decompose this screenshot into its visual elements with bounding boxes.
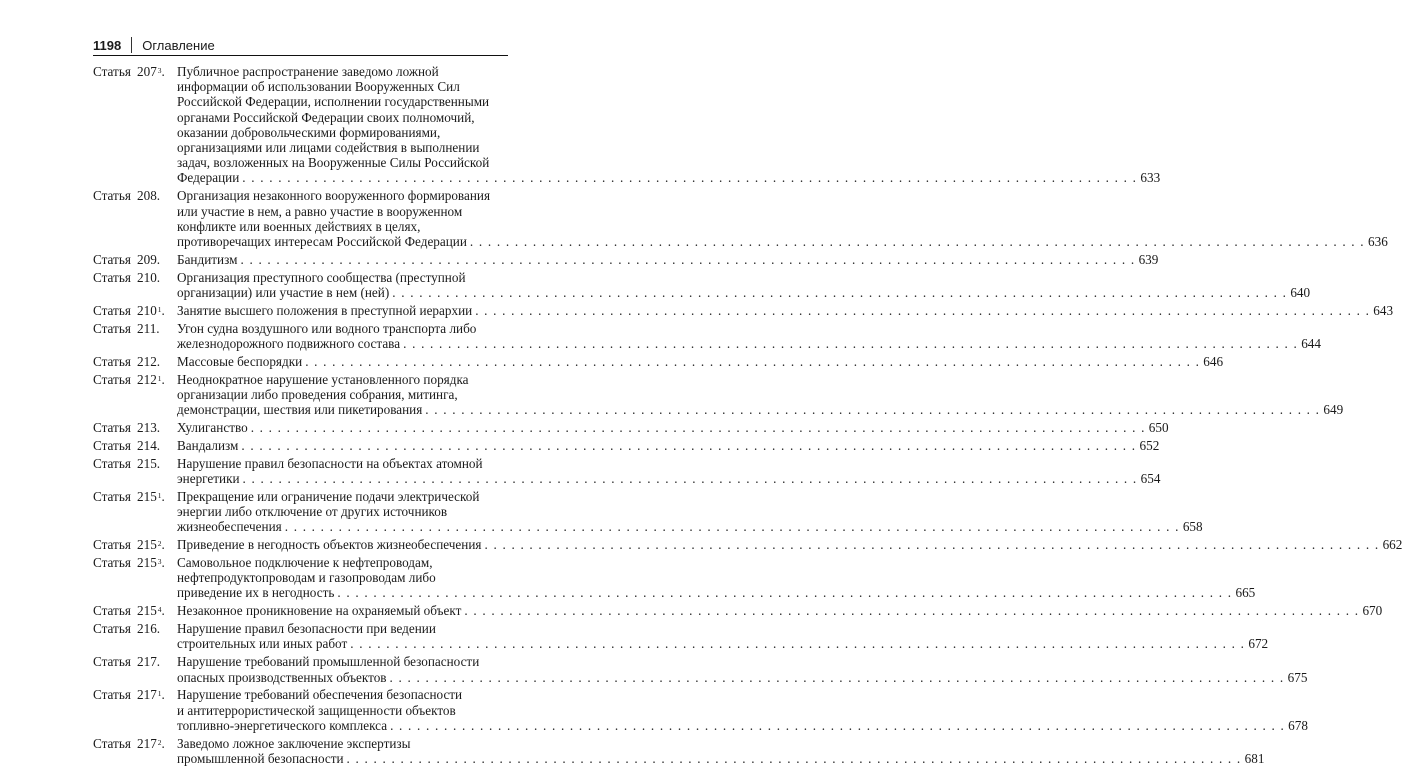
article-number-text: 215 — [137, 537, 157, 553]
title-last-line — [177, 420, 1169, 435]
title-last-line — [177, 402, 1343, 417]
title-line: топливно-энергетического комплекса — [177, 717, 388, 733]
title-line: Угон судна воздушного или водного транспорта либо — [177, 320, 477, 336]
article-title — [177, 420, 1169, 435]
article-number-text: 209. — [137, 251, 161, 267]
article-number: $212^1$. — [137, 371, 165, 387]
article-label: Статья — [93, 320, 131, 336]
page-ref[interactable]: 650 — [1148, 419, 1169, 435]
article-title — [177, 354, 1223, 369]
page-ref[interactable]: 643 — [1373, 302, 1394, 318]
article-number: $207^3$. — [137, 64, 165, 79]
toc-entry[interactable] — [93, 320, 1321, 351]
title-last-line — [177, 170, 1160, 185]
article-number-superscript: 1 — [157, 689, 162, 699]
article-number — [133, 321, 177, 351]
toc-entry[interactable] — [93, 621, 1269, 652]
title-line: органами Российской Федерации своих полномочий, — [177, 109, 475, 125]
toc-entry[interactable] — [93, 735, 1265, 766]
title-last-line — [177, 438, 1159, 453]
page-ref[interactable]: 681 — [1244, 750, 1265, 766]
page-ref[interactable]: 662 — [1382, 537, 1402, 553]
toc-entry[interactable] — [93, 455, 1161, 486]
title-line: промышленной безопасности — [177, 750, 344, 766]
article-number: $215^3$. — [137, 555, 165, 571]
page-ref[interactable]: 652 — [1139, 437, 1160, 453]
article-label: Статья — [93, 621, 131, 637]
title-last-line — [177, 670, 1307, 685]
toc-entry[interactable] — [93, 555, 1256, 601]
title-last-line — [177, 234, 1388, 249]
title-line: опасных производственных объектов — [177, 669, 387, 685]
toc-entry[interactable] — [93, 251, 1159, 267]
title-line: Организация преступного сообщества (преступной — [177, 269, 466, 285]
page-ref[interactable]: 678 — [1288, 717, 1308, 733]
title-line: энергетики — [177, 470, 240, 486]
title-last-line — [177, 354, 1223, 369]
article-number: $217^1$. — [137, 687, 165, 703]
article-label: Статья — [93, 188, 131, 204]
title-last-line — [177, 336, 1321, 351]
dot-leader — [243, 471, 1138, 486]
article-label: Статья — [93, 353, 131, 369]
dot-leader — [350, 636, 1245, 651]
dot-leader — [475, 303, 1370, 318]
article-number-text: 217 — [137, 735, 157, 751]
article-number-text: 215 — [137, 603, 157, 619]
toc-entry[interactable] — [93, 488, 1203, 535]
article-number — [133, 354, 177, 369]
article-label: Статья — [93, 735, 131, 751]
page-number: 1198 — [93, 37, 122, 53]
title-line: жизнеобеспечения — [177, 519, 282, 535]
title-line: железнодорожного подвижного состава — [177, 335, 401, 351]
toc-entry[interactable] — [93, 687, 1308, 733]
title-line: строительных или иных работ — [177, 636, 348, 652]
article-title — [177, 736, 1264, 766]
title-line: Незаконное проникновение на охраняемый объект — [177, 603, 462, 619]
dot-leader — [337, 585, 1232, 600]
title-last-line — [177, 471, 1160, 486]
toc-entry[interactable] — [93, 419, 1169, 435]
dot-leader — [425, 402, 1320, 417]
title-line: Хулиганство — [177, 419, 248, 435]
dot-leader — [390, 718, 1285, 733]
article-number — [133, 621, 177, 651]
page-header — [93, 34, 508, 56]
toc-entry[interactable] — [93, 64, 1161, 186]
dot-leader — [241, 438, 1136, 453]
dot-leader — [242, 170, 1137, 185]
article-number — [133, 654, 177, 684]
title-line: организации либо проведения собрания, митинга, — [177, 386, 458, 402]
article-number-superscript: 4 — [157, 605, 162, 615]
title-line: Неоднократное нарушение установленного порядка — [177, 371, 469, 387]
title-line: демонстрации, шествия или пикетирования — [177, 402, 423, 418]
article-number-text: 213. — [137, 419, 161, 435]
article-title — [177, 303, 1393, 318]
title-line: оказании добровольческими формированиями, — [177, 124, 441, 140]
article-label: Статья — [93, 537, 131, 553]
title-line: конфликте или военных действиях в целях, — [177, 218, 421, 234]
article-label: Статья — [93, 371, 131, 387]
title-line: Нарушение правил безопасности на объектах атомной — [177, 455, 483, 471]
article-title — [177, 64, 1160, 186]
dot-leader — [464, 603, 1359, 618]
header-separator — [131, 37, 132, 53]
dot-leader — [392, 285, 1287, 300]
article-label: Статья — [93, 251, 131, 267]
article-number: $215^1$. — [137, 488, 165, 504]
toc-entry[interactable] — [93, 654, 1308, 685]
dot-leader — [251, 420, 1146, 435]
article-title — [177, 252, 1158, 267]
article-number-text: 208. — [137, 188, 161, 204]
article-number-superscript: 1 — [157, 373, 162, 383]
title-line: Российской Федерации, исполнении государственными — [177, 94, 490, 110]
article-label: Статья — [93, 687, 131, 703]
title-line: Прекращение или ограничение подачи электрической — [177, 488, 480, 504]
article-title — [177, 456, 1160, 486]
title-line: Заведомо ложное заключение экспертизы — [177, 735, 411, 751]
toc-entry[interactable] — [93, 537, 1402, 553]
article-number-superscript: 3 — [157, 557, 162, 567]
title-line: или участие в нем, а равно участие в вооруженном — [177, 203, 463, 219]
page-ref[interactable]: 665 — [1235, 585, 1256, 601]
article-number — [133, 188, 177, 249]
dot-leader — [305, 354, 1200, 369]
title-last-line — [177, 585, 1255, 600]
article-number-superscript: 2 — [157, 539, 162, 549]
article-number-superscript: 1 — [157, 304, 162, 314]
article-number — [133, 270, 177, 300]
article-number-text: 216. — [137, 621, 161, 637]
title-line: нефтепродуктопроводам и газопроводам либо — [177, 570, 436, 586]
title-line: Федерации — [177, 170, 240, 186]
article-title — [177, 438, 1159, 453]
dot-leader — [484, 537, 1379, 552]
article-label: Статья — [93, 269, 131, 285]
article-title — [177, 188, 1388, 249]
title-line: Нарушение требований обеспечения безопасности — [177, 687, 463, 703]
title-line: Публичное распространение заведомо ложной — [177, 64, 439, 79]
toc-entry[interactable] — [93, 437, 1160, 453]
article-label: Статья — [93, 302, 131, 318]
article-number-text: 215 — [137, 488, 157, 504]
article-number — [133, 438, 177, 453]
section-title: Оглавление — [142, 37, 215, 53]
page-ref[interactable]: 672 — [1248, 636, 1269, 652]
title-line: информации об использовании Вооруженных Сил — [177, 79, 460, 95]
article-number — [133, 252, 177, 267]
article-title — [177, 603, 1382, 618]
article-number-text: 212. — [137, 353, 161, 369]
article-number-text: 211. — [137, 320, 160, 336]
article-label: Статья — [93, 455, 131, 471]
article-number-text: 217. — [137, 654, 161, 670]
title-last-line — [177, 285, 1310, 300]
title-last-line — [177, 718, 1308, 733]
dot-leader — [240, 252, 1135, 267]
title-last-line — [177, 519, 1203, 534]
title-line: Нарушение правил безопасности при ведении — [177, 621, 436, 637]
title-line: Вандализм — [177, 437, 239, 453]
title-last-line — [177, 636, 1268, 651]
article-number: $217^2$. — [137, 735, 165, 751]
title-last-line — [177, 537, 1402, 552]
page-ref[interactable]: 639 — [1138, 251, 1159, 267]
page-ref[interactable]: 640 — [1290, 284, 1311, 300]
article-title — [177, 270, 1310, 300]
title-line: Приведение в негодность объектов жизнеобеспечения — [177, 537, 482, 553]
title-last-line — [177, 252, 1158, 267]
article-number-superscript: 2 — [157, 737, 162, 747]
header-rule — [93, 55, 508, 56]
page-ref[interactable]: 670 — [1362, 603, 1383, 619]
title-last-line — [177, 303, 1393, 318]
article-number-superscript: 3 — [157, 66, 162, 75]
dot-leader — [470, 234, 1365, 249]
title-line: организации) или участие в нем (ней) — [177, 284, 390, 300]
article-number-text: 207 — [137, 64, 157, 79]
toc-entry[interactable] — [93, 371, 1344, 418]
article-label: Статья — [93, 488, 131, 504]
toc-entry[interactable] — [93, 269, 1311, 300]
article-number-text: 215 — [137, 555, 157, 571]
article-number — [133, 456, 177, 486]
article-number: $210^1$. — [137, 302, 165, 318]
title-line: Организация незаконного вооруженного формирования — [177, 188, 491, 204]
title-line: организациями или лицами содействия в выполнении — [177, 140, 480, 156]
article-label: Статья — [93, 437, 131, 453]
article-number-text: 215. — [137, 455, 161, 471]
article-number: $215^2$. — [137, 537, 165, 553]
article-title — [177, 555, 1255, 601]
page-ref[interactable]: 658 — [1182, 519, 1203, 535]
article-title — [177, 654, 1307, 684]
title-line: и антитеррористической защищенности объектов — [177, 702, 456, 718]
title-line: Массовые беспорядки — [177, 353, 303, 369]
page-ref[interactable]: 644 — [1301, 335, 1321, 351]
article-number-text: 212 — [137, 371, 157, 387]
dot-leader — [403, 336, 1298, 351]
page-ref[interactable]: 636 — [1368, 233, 1388, 249]
article-title — [177, 621, 1268, 651]
article-title — [177, 321, 1321, 351]
article-number-text: 210. — [137, 269, 161, 285]
title-line: Занятие высшего положения в преступной иерархии — [177, 302, 473, 318]
title-line: Нарушение требований промышленной безопасности — [177, 654, 480, 670]
article-title — [177, 537, 1402, 552]
toc-list — [93, 64, 1402, 769]
article-title — [177, 372, 1343, 418]
page-ref[interactable]: 654 — [1140, 470, 1161, 486]
title-line: противоречащих интересам Российской Федерации — [177, 233, 467, 249]
article-label: Статья — [93, 603, 131, 619]
toc-entry[interactable] — [93, 603, 1383, 619]
article-number-text: 214. — [137, 437, 161, 453]
article-number-text: 210 — [137, 302, 157, 318]
page-ref[interactable]: 633 — [1140, 170, 1161, 186]
toc-entry[interactable] — [93, 302, 1394, 318]
dot-leader — [390, 670, 1285, 685]
article-number: $215^4$. — [137, 603, 165, 619]
page-ref[interactable]: 649 — [1323, 402, 1344, 418]
article-label: Статья — [93, 654, 131, 670]
title-last-line — [177, 603, 1382, 618]
article-title — [177, 489, 1203, 535]
title-line: энергии либо отключение от других источников — [177, 504, 448, 520]
dot-leader — [347, 751, 1242, 766]
page-ref[interactable]: 646 — [1203, 353, 1224, 369]
title-line: Самовольное подключение к нефтепроводам, — [177, 555, 433, 571]
article-number-superscript: 1 — [157, 490, 162, 500]
article-title — [177, 687, 1308, 733]
article-label: Статья — [93, 64, 131, 79]
dot-leader — [285, 519, 1180, 534]
title-line: приведение их в негодность — [177, 585, 335, 601]
title-line: задач, возложенных на Вооруженные Силы Российской — [177, 155, 490, 171]
page-ref[interactable]: 675 — [1287, 669, 1308, 685]
article-label: Статья — [93, 419, 131, 435]
title-last-line — [177, 751, 1264, 766]
toc-entry[interactable] — [93, 353, 1224, 369]
article-label: Статья — [93, 555, 131, 571]
title-line: Бандитизм — [177, 251, 238, 267]
toc-entry[interactable] — [93, 188, 1388, 249]
article-number — [133, 420, 177, 435]
article-number-text: 217 — [137, 687, 157, 703]
